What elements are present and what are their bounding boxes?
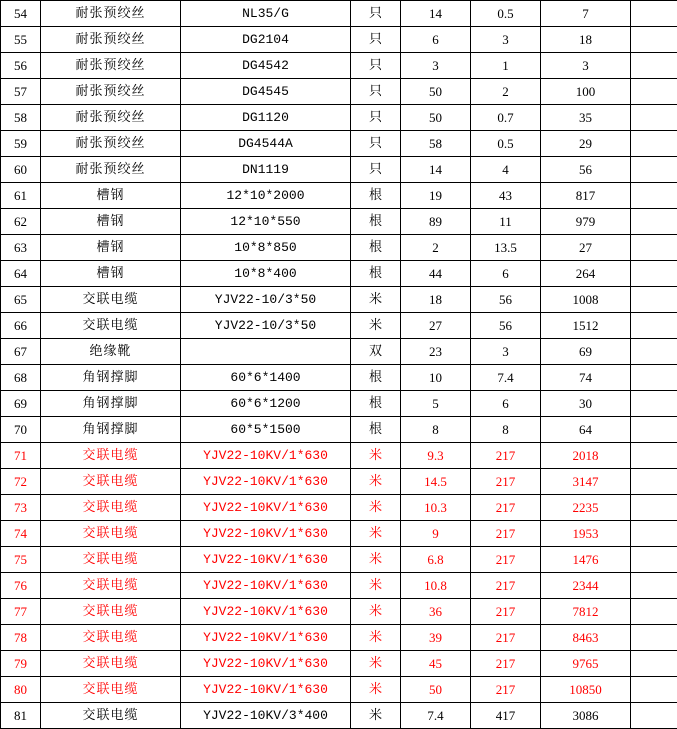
item-quantity: 45	[401, 651, 471, 677]
item-name: 槽钢	[41, 209, 181, 235]
item-total: 2018	[541, 443, 631, 469]
item-total: 2235	[541, 495, 631, 521]
item-price: 217	[471, 651, 541, 677]
item-spec: YJV22-10KV/1*630	[181, 521, 351, 547]
item-quantity: 19	[401, 183, 471, 209]
item-spec: DN1119	[181, 157, 351, 183]
item-note	[631, 443, 677, 469]
item-quantity: 6.8	[401, 547, 471, 573]
item-total: 264	[541, 261, 631, 287]
item-quantity: 5	[401, 391, 471, 417]
item-spec: DG4545	[181, 79, 351, 105]
row-index: 66	[1, 313, 41, 339]
item-total: 2344	[541, 573, 631, 599]
row-index: 60	[1, 157, 41, 183]
item-unit: 米	[351, 625, 401, 651]
item-quantity: 2	[401, 235, 471, 261]
item-unit: 米	[351, 573, 401, 599]
item-note	[631, 313, 677, 339]
item-spec: YJV22-10KV/1*630	[181, 547, 351, 573]
item-price: 3	[471, 27, 541, 53]
item-price: 217	[471, 443, 541, 469]
item-price: 11	[471, 209, 541, 235]
item-spec: YJV22-10KV/1*630	[181, 651, 351, 677]
row-index: 77	[1, 599, 41, 625]
item-price: 0.5	[471, 1, 541, 27]
item-unit: 只	[351, 53, 401, 79]
item-note	[631, 391, 677, 417]
item-unit: 只	[351, 27, 401, 53]
item-note	[631, 469, 677, 495]
item-spec: 10*8*850	[181, 235, 351, 261]
item-unit: 只	[351, 157, 401, 183]
item-unit: 根	[351, 391, 401, 417]
item-quantity: 3	[401, 53, 471, 79]
table-row	[1, 1, 677, 27]
item-name: 耐张预绞丝	[41, 53, 181, 79]
item-name: 槽钢	[41, 183, 181, 209]
row-index: 54	[1, 1, 41, 27]
item-spec: DG4544A	[181, 131, 351, 157]
item-note	[631, 79, 677, 105]
table-row	[1, 287, 677, 313]
item-total: 18	[541, 27, 631, 53]
item-total: 817	[541, 183, 631, 209]
item-unit: 米	[351, 703, 401, 729]
row-index: 64	[1, 261, 41, 287]
item-spec: DG1120	[181, 105, 351, 131]
item-quantity: 58	[401, 131, 471, 157]
item-unit: 米	[351, 287, 401, 313]
table-row	[1, 27, 677, 53]
table-row	[1, 547, 677, 573]
item-name: 耐张预绞丝	[41, 105, 181, 131]
table-row	[1, 53, 677, 79]
item-note	[631, 703, 677, 729]
item-quantity: 27	[401, 313, 471, 339]
item-unit: 根	[351, 365, 401, 391]
table-row	[1, 105, 677, 131]
item-spec: 12*10*2000	[181, 183, 351, 209]
table-row	[1, 131, 677, 157]
table-row	[1, 183, 677, 209]
item-total: 69	[541, 339, 631, 365]
item-price: 0.5	[471, 131, 541, 157]
item-quantity: 7.4	[401, 703, 471, 729]
item-spec: 10*8*400	[181, 261, 351, 287]
item-note	[631, 521, 677, 547]
item-note	[631, 131, 677, 157]
item-unit: 米	[351, 651, 401, 677]
row-index: 62	[1, 209, 41, 235]
table-row	[1, 521, 677, 547]
item-unit: 根	[351, 235, 401, 261]
row-index: 71	[1, 443, 41, 469]
item-name: 交联电缆	[41, 573, 181, 599]
item-name: 槽钢	[41, 235, 181, 261]
item-note	[631, 625, 677, 651]
item-price: 3	[471, 339, 541, 365]
item-spec	[181, 339, 351, 365]
item-note	[631, 261, 677, 287]
item-total: 74	[541, 365, 631, 391]
item-total: 64	[541, 417, 631, 443]
item-spec: 60*6*1400	[181, 365, 351, 391]
table-row	[1, 469, 677, 495]
item-unit: 米	[351, 599, 401, 625]
item-total: 56	[541, 157, 631, 183]
item-price: 217	[471, 625, 541, 651]
item-unit: 米	[351, 313, 401, 339]
item-spec: YJV22-10KV/1*630	[181, 469, 351, 495]
item-note	[631, 235, 677, 261]
item-total: 1476	[541, 547, 631, 573]
item-unit: 根	[351, 417, 401, 443]
item-spec: YJV22-10KV/1*630	[181, 625, 351, 651]
item-note	[631, 27, 677, 53]
table-row	[1, 261, 677, 287]
item-name: 耐张预绞丝	[41, 1, 181, 27]
item-price: 0.7	[471, 105, 541, 131]
item-name: 槽钢	[41, 261, 181, 287]
item-name: 交联电缆	[41, 599, 181, 625]
table-row	[1, 573, 677, 599]
row-index: 69	[1, 391, 41, 417]
item-total: 979	[541, 209, 631, 235]
table-row	[1, 651, 677, 677]
item-quantity: 50	[401, 105, 471, 131]
item-price: 13.5	[471, 235, 541, 261]
item-quantity: 50	[401, 79, 471, 105]
item-name: 交联电缆	[41, 521, 181, 547]
item-quantity: 36	[401, 599, 471, 625]
row-index: 65	[1, 287, 41, 313]
item-name: 耐张预绞丝	[41, 79, 181, 105]
item-total: 30	[541, 391, 631, 417]
item-name: 耐张预绞丝	[41, 157, 181, 183]
item-note	[631, 365, 677, 391]
item-spec: 60*6*1200	[181, 391, 351, 417]
item-quantity: 14	[401, 157, 471, 183]
item-total: 8463	[541, 625, 631, 651]
item-name: 角钢撑脚	[41, 417, 181, 443]
row-index: 67	[1, 339, 41, 365]
item-quantity: 10.8	[401, 573, 471, 599]
item-name: 交联电缆	[41, 677, 181, 703]
item-price: 217	[471, 521, 541, 547]
item-note	[631, 287, 677, 313]
table-row	[1, 443, 677, 469]
item-spec: DG4542	[181, 53, 351, 79]
item-unit: 米	[351, 547, 401, 573]
item-unit: 米	[351, 469, 401, 495]
item-quantity: 10.3	[401, 495, 471, 521]
item-unit: 米	[351, 495, 401, 521]
item-price: 2	[471, 79, 541, 105]
item-note	[631, 1, 677, 27]
item-name: 交联电缆	[41, 651, 181, 677]
item-spec: YJV22-10KV/3*400	[181, 703, 351, 729]
item-name: 交联电缆	[41, 443, 181, 469]
table-row	[1, 495, 677, 521]
item-note	[631, 495, 677, 521]
item-unit: 只	[351, 131, 401, 157]
item-unit: 根	[351, 209, 401, 235]
item-total: 9765	[541, 651, 631, 677]
row-index: 56	[1, 53, 41, 79]
table-row	[1, 157, 677, 183]
row-index: 76	[1, 573, 41, 599]
item-price: 217	[471, 469, 541, 495]
row-index: 79	[1, 651, 41, 677]
row-index: 55	[1, 27, 41, 53]
item-total: 7812	[541, 599, 631, 625]
table-row	[1, 313, 677, 339]
item-price: 6	[471, 261, 541, 287]
item-total: 1512	[541, 313, 631, 339]
item-spec: 60*5*1500	[181, 417, 351, 443]
table-row	[1, 677, 677, 703]
item-price: 56	[471, 313, 541, 339]
item-spec: YJV22-10KV/1*630	[181, 495, 351, 521]
item-note	[631, 105, 677, 131]
item-quantity: 6	[401, 27, 471, 53]
item-note	[631, 339, 677, 365]
row-index: 80	[1, 677, 41, 703]
row-index: 63	[1, 235, 41, 261]
item-total: 29	[541, 131, 631, 157]
row-index: 73	[1, 495, 41, 521]
item-quantity: 8	[401, 417, 471, 443]
item-spec: YJV22-10/3*50	[181, 313, 351, 339]
row-index: 57	[1, 79, 41, 105]
item-total: 3086	[541, 703, 631, 729]
item-name: 角钢撑脚	[41, 365, 181, 391]
item-price: 43	[471, 183, 541, 209]
item-quantity: 18	[401, 287, 471, 313]
item-total: 7	[541, 1, 631, 27]
item-spec: NL35/G	[181, 1, 351, 27]
row-index: 75	[1, 547, 41, 573]
item-total: 100	[541, 79, 631, 105]
item-name: 交联电缆	[41, 287, 181, 313]
item-quantity: 23	[401, 339, 471, 365]
item-spec: YJV22-10/3*50	[181, 287, 351, 313]
item-spec: YJV22-10KV/1*630	[181, 599, 351, 625]
row-index: 68	[1, 365, 41, 391]
item-name: 交联电缆	[41, 313, 181, 339]
item-name: 交联电缆	[41, 495, 181, 521]
item-spec: YJV22-10KV/1*630	[181, 443, 351, 469]
item-quantity: 14	[401, 1, 471, 27]
item-spec: 12*10*550	[181, 209, 351, 235]
item-note	[631, 547, 677, 573]
item-price: 217	[471, 547, 541, 573]
table-row	[1, 235, 677, 261]
item-price: 417	[471, 703, 541, 729]
item-unit: 只	[351, 1, 401, 27]
item-name: 绝缘靴	[41, 339, 181, 365]
row-index: 72	[1, 469, 41, 495]
item-name: 交联电缆	[41, 703, 181, 729]
item-total: 1008	[541, 287, 631, 313]
item-price: 6	[471, 391, 541, 417]
table-row	[1, 625, 677, 651]
item-unit: 只	[351, 105, 401, 131]
item-price: 217	[471, 677, 541, 703]
item-price: 4	[471, 157, 541, 183]
item-quantity: 9	[401, 521, 471, 547]
item-unit: 根	[351, 261, 401, 287]
item-price: 1	[471, 53, 541, 79]
item-unit: 米	[351, 677, 401, 703]
item-note	[631, 651, 677, 677]
table-row	[1, 417, 677, 443]
item-total: 3	[541, 53, 631, 79]
item-quantity: 14.5	[401, 469, 471, 495]
item-note	[631, 573, 677, 599]
item-name: 交联电缆	[41, 625, 181, 651]
item-total: 1953	[541, 521, 631, 547]
item-total: 3147	[541, 469, 631, 495]
row-index: 61	[1, 183, 41, 209]
item-quantity: 50	[401, 677, 471, 703]
item-quantity: 89	[401, 209, 471, 235]
item-note	[631, 677, 677, 703]
row-index: 58	[1, 105, 41, 131]
item-name: 耐张预绞丝	[41, 27, 181, 53]
item-name: 耐张预绞丝	[41, 131, 181, 157]
item-note	[631, 53, 677, 79]
item-quantity: 9.3	[401, 443, 471, 469]
item-note	[631, 157, 677, 183]
item-total: 27	[541, 235, 631, 261]
table-row	[1, 703, 677, 729]
table-row	[1, 365, 677, 391]
table-row	[1, 391, 677, 417]
item-note	[631, 209, 677, 235]
table-row	[1, 209, 677, 235]
row-index: 74	[1, 521, 41, 547]
item-unit: 根	[351, 183, 401, 209]
item-spec: YJV22-10KV/1*630	[181, 573, 351, 599]
item-price: 217	[471, 573, 541, 599]
item-price: 217	[471, 495, 541, 521]
item-price: 7.4	[471, 365, 541, 391]
item-price: 56	[471, 287, 541, 313]
row-index: 78	[1, 625, 41, 651]
item-unit: 米	[351, 521, 401, 547]
item-unit: 双	[351, 339, 401, 365]
item-total: 35	[541, 105, 631, 131]
item-price: 217	[471, 599, 541, 625]
table-body	[1, 1, 677, 729]
item-note	[631, 417, 677, 443]
item-name: 交联电缆	[41, 547, 181, 573]
item-quantity: 10	[401, 365, 471, 391]
item-quantity: 39	[401, 625, 471, 651]
item-spec: DG2104	[181, 27, 351, 53]
item-note	[631, 183, 677, 209]
row-index: 81	[1, 703, 41, 729]
item-name: 角钢撑脚	[41, 391, 181, 417]
item-total: 10850	[541, 677, 631, 703]
item-name: 交联电缆	[41, 469, 181, 495]
item-quantity: 44	[401, 261, 471, 287]
item-spec: YJV22-10KV/1*630	[181, 677, 351, 703]
item-unit: 米	[351, 443, 401, 469]
item-unit: 只	[351, 79, 401, 105]
row-index: 70	[1, 417, 41, 443]
row-index: 59	[1, 131, 41, 157]
table-row	[1, 339, 677, 365]
item-price: 8	[471, 417, 541, 443]
table-row	[1, 79, 677, 105]
